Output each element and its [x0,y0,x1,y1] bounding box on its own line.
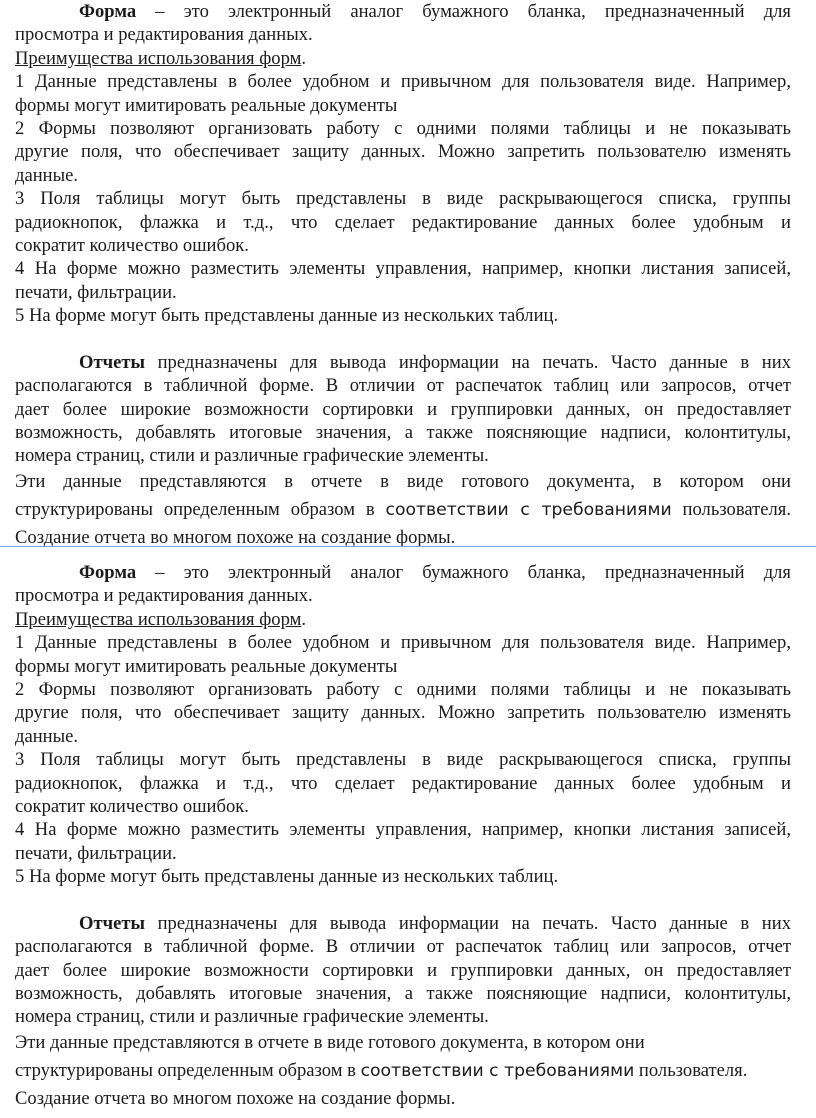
advantage-2-line-2: другие поля, что обеспечивает защиту данных. Можно запретить пользователю изменять [15,702,791,724]
reports-line-3: дает более широкие возможности сортировки и группировки данных, он предоставляет [15,398,791,420]
advantages-heading-dot: . [301,47,307,69]
forma-term: Форма [79,1,137,22]
advantage-2-line-3: данные. [15,164,79,186]
advantages-heading [15,608,791,631]
reports-line-5: номера страниц, стили и различные графические элементы. [15,445,489,467]
document-line-2-c: пользователя. [671,498,791,520]
reports-line-3: дает более широкие возможности сортировки и группировки данных, он предоставляет [15,959,791,981]
paragraph-gap [15,888,791,911]
document-line-2-a: структурированы определенным образом в [15,498,386,520]
document-line-2-b: соответствии с требованиями [360,1060,635,1081]
document-line-2-b: соответствии с требованиями [385,499,672,520]
advantage-2-line-1: 2 Формы позволяют организовать работу с одними полями таблицы и не показывать [15,117,791,139]
reports-line-2: располагаются в табличной форме. В отличии от распечаток таблиц или запросов, отчет [15,375,791,397]
reports-text: предназначены для вывода информации на печать. Часто данные в них [145,351,791,373]
advantage-3-line-3: сократит количество ошибок. [15,795,249,817]
forma-definition-line-1 [15,561,791,584]
forma-definition-text: – это электронный аналог бумажного бланка, предназначенный для [136,1,791,22]
advantages-heading [15,47,791,70]
forma-definition-text: – это электронный аналог бумажного бланка, предназначенный для [136,562,791,583]
advantage-5-line-1: 5 На форме могут быть представлены данные из нескольких таблиц. [15,305,559,327]
forma-definition-line-1 [15,0,791,23]
advantage-2-line-3: данные. [15,725,79,747]
advantage-1-line-2: формы могут имитировать реальные документы [15,655,398,677]
advantage-2-line-2: другие поля, что обеспечивает защиту данных. Можно запретить пользователю изменять [15,141,791,163]
reports-line-4: возможность, добавлять итоговые значения, а также поясняющие надписи, колонтитулы, [15,422,791,444]
document-line-2-a: структурированы определенным образом в [15,1059,361,1081]
advantages-heading-dot: . [301,608,307,630]
advantage-4-line-1: 4 На форме можно разместить элементы управления, например, кнопки листания записей, [15,258,791,280]
advantage-4-line-2: печати, фильтрации. [15,281,177,303]
document-line-2 [15,1057,791,1085]
reports-term: Отчеты [79,912,145,934]
advantage-4-line-2: печати, фильтрации. [15,842,177,864]
reports-text: предназначены для вывода информации на печать. Часто данные в них [145,912,791,934]
reports-line-4: возможность, добавлять итоговые значения, а также поясняющие надписи, колонтитулы, [15,983,791,1005]
paragraph-gap [15,327,791,350]
advantage-3-line-3: сократит количество ошибок. [15,234,249,256]
document-line-2 [15,496,791,524]
forma-term: Форма [79,562,137,583]
reports-line-5: номера страниц, стили и различные графические элементы. [15,1006,489,1028]
text-block-2 [15,561,791,1113]
advantage-4-line-1: 4 На форме можно разместить элементы управления, например, кнопки листания записей, [15,819,791,841]
advantages-heading-text: Преимущества использования форм [15,47,302,69]
reports-line-2: располагаются в табличной форме. В отличии от распечаток таблиц или запросов, отчет [15,936,791,958]
reports-line-1 [15,912,791,935]
advantage-3-line-2: радиокнопок, флажка и т.д., что сделает редактирование данных более удобным и [15,772,791,794]
reports-term: Отчеты [79,351,145,373]
advantage-5-line-1: 5 На форме могут быть представлены данные из нескольких таблиц. [15,866,559,888]
advantage-1-line-2: формы могут имитировать реальные документы [15,94,398,116]
forma-definition-line-2: просмотра и редактирования данных. [15,24,313,46]
advantage-3-line-1: 3 Поля таблицы могут быть представлены в виде раскрывающегося списка, группы [15,188,791,210]
advantage-1-line-1: 1 Данные представлены в более удобном и привычном для пользователя виде. Например, [15,71,791,93]
text-block-1 [15,0,791,552]
forma-definition-line-2: просмотра и редактирования данных. [15,585,313,607]
document-line-2-c: пользователя. [634,1059,748,1081]
advantage-3-line-1: 3 Поля таблицы могут быть представлены в виде раскрывающегося списка, группы [15,749,791,771]
document-line-1: Эти данные представляются в отчете в виде готового документа, в котором они [15,470,791,492]
advantage-1-line-1: 1 Данные представлены в более удобном и привычном для пользователя виде. Например, [15,632,791,654]
document-line-3: Создание отчета во многом похоже на создание формы. [15,1087,456,1109]
advantage-3-line-2: радиокнопок, флажка и т.д., что сделает редактирование данных более удобным и [15,211,791,233]
page-divider [0,546,816,547]
document-line-1: Эти данные представляются в отчете в виде готового документа, в котором они [15,1031,645,1053]
document-line-3: Создание отчета во многом похоже на создание формы. [15,526,456,548]
reports-line-1 [15,351,791,374]
advantages-heading-text: Преимущества использования форм [15,608,302,630]
advantage-2-line-1: 2 Формы позволяют организовать работу с одними полями таблицы и не показывать [15,678,791,700]
